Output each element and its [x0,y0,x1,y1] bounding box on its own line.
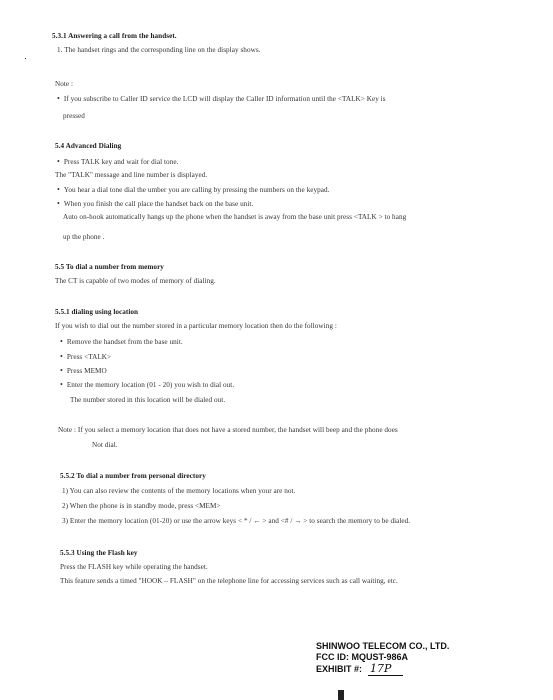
stamp-fcc-id: FCC ID: MQUST-986A [316,652,409,662]
stamp-exhibit-label: EXHIBIT #: [316,664,363,674]
section-5-5-1-bullet-3: • Press MEMO [60,366,107,376]
section-5-4-para-3: up the phone . [63,233,105,241]
section-5-5-3-para-1: Press the FLASH key while operating the handset. [60,563,208,571]
section-5-5-2-heading: 5.5.2 To dial a number from personal directory [60,472,206,480]
scan-artifact-mark [338,690,344,700]
section-5-4-para-1: The "TALK" message and line number is displayed. [55,171,208,179]
section-5-5-1-bullet-2: • Press <TALK> [60,352,111,362]
section-5-5-1-bullet-4: • Enter the memory location (01 - 20) you wish to dial out. [60,380,234,390]
section-5-5-2-item-2: 2) When the phone is in standby mode, press <MEM> [62,502,221,510]
section-5-4-bullet-2: • You hear a dial tone dial the umber you are calling by pressing the numbers on the keypad. [57,185,330,195]
note-2-line-2: Not dial. [92,441,118,449]
section-5-5-1-bullet-1: • Remove the handset from the base unit. [60,337,183,347]
section-5-5-2-item-3: 3) Enter the memory location (01-20) or use the arrow keys < * / ← > and <# / → > to search the memory to be dialed. [62,517,411,525]
section-5-3-1-heading: 5.3.1 Answering a call from the handset. [52,32,177,40]
note-continuation: pressed [63,112,85,120]
section-5-5-2-item-1: 1) You can also review the contents of the memory locations when your are not. [62,487,296,495]
note-bullet-caller-id: • If you subscribe to Caller ID service the LCD will display the Caller ID information until the <TALK> Key is [57,94,386,104]
note-2-line-1: Note : If you select a memory location that does not have a stored number, the handset will beep and the phone does [58,426,398,434]
stamp-exhibit-value: 17P [368,662,403,676]
section-5-4-bullet-3: • When you finish the call place the handset back on the base unit. [57,199,253,209]
section-5-3-1-item-1: 1. The handset rings and the corresponding line on the display shows. [57,46,261,54]
section-5-4-heading: 5.4 Advanced Dialing [55,142,122,150]
note-label: Note : [55,80,74,88]
section-5-5-3-para-2: This feature sends a timed "HOOK – FLASH" on the telephone line for accessing services such as call waiting, etc. [60,577,398,585]
section-5-5-3-heading: 5.5.3 Using the Flash key [60,549,138,557]
scan-speck [25,58,26,59]
stamp-company-name: SHINWOO TELECOM CO., LTD. [316,641,450,651]
company-stamp [316,641,449,675]
section-5-4-bullet-1: • Press TALK key and wait for dial tone. [57,157,178,167]
section-5-5-1-para-1: If you wish to dial out the number stored in a particular memory location then do the following : [55,322,337,330]
section-5-4-para-2: Auto on-hook automatically hangs up the phone when the handset is away from the base unit press <TALK > to hang [63,213,407,221]
section-5-5-1-heading: 5.5.1 dialing using location [55,308,139,316]
section-5-5-heading: 5.5 To dial a number from memory [55,263,164,271]
stamp-exhibit-row [316,663,449,675]
section-5-5-para-1: The CT is capable of two modes of memory of dialing. [55,277,216,285]
section-5-5-1-para-2: The number stored in this location will be dialed out. [70,396,226,404]
